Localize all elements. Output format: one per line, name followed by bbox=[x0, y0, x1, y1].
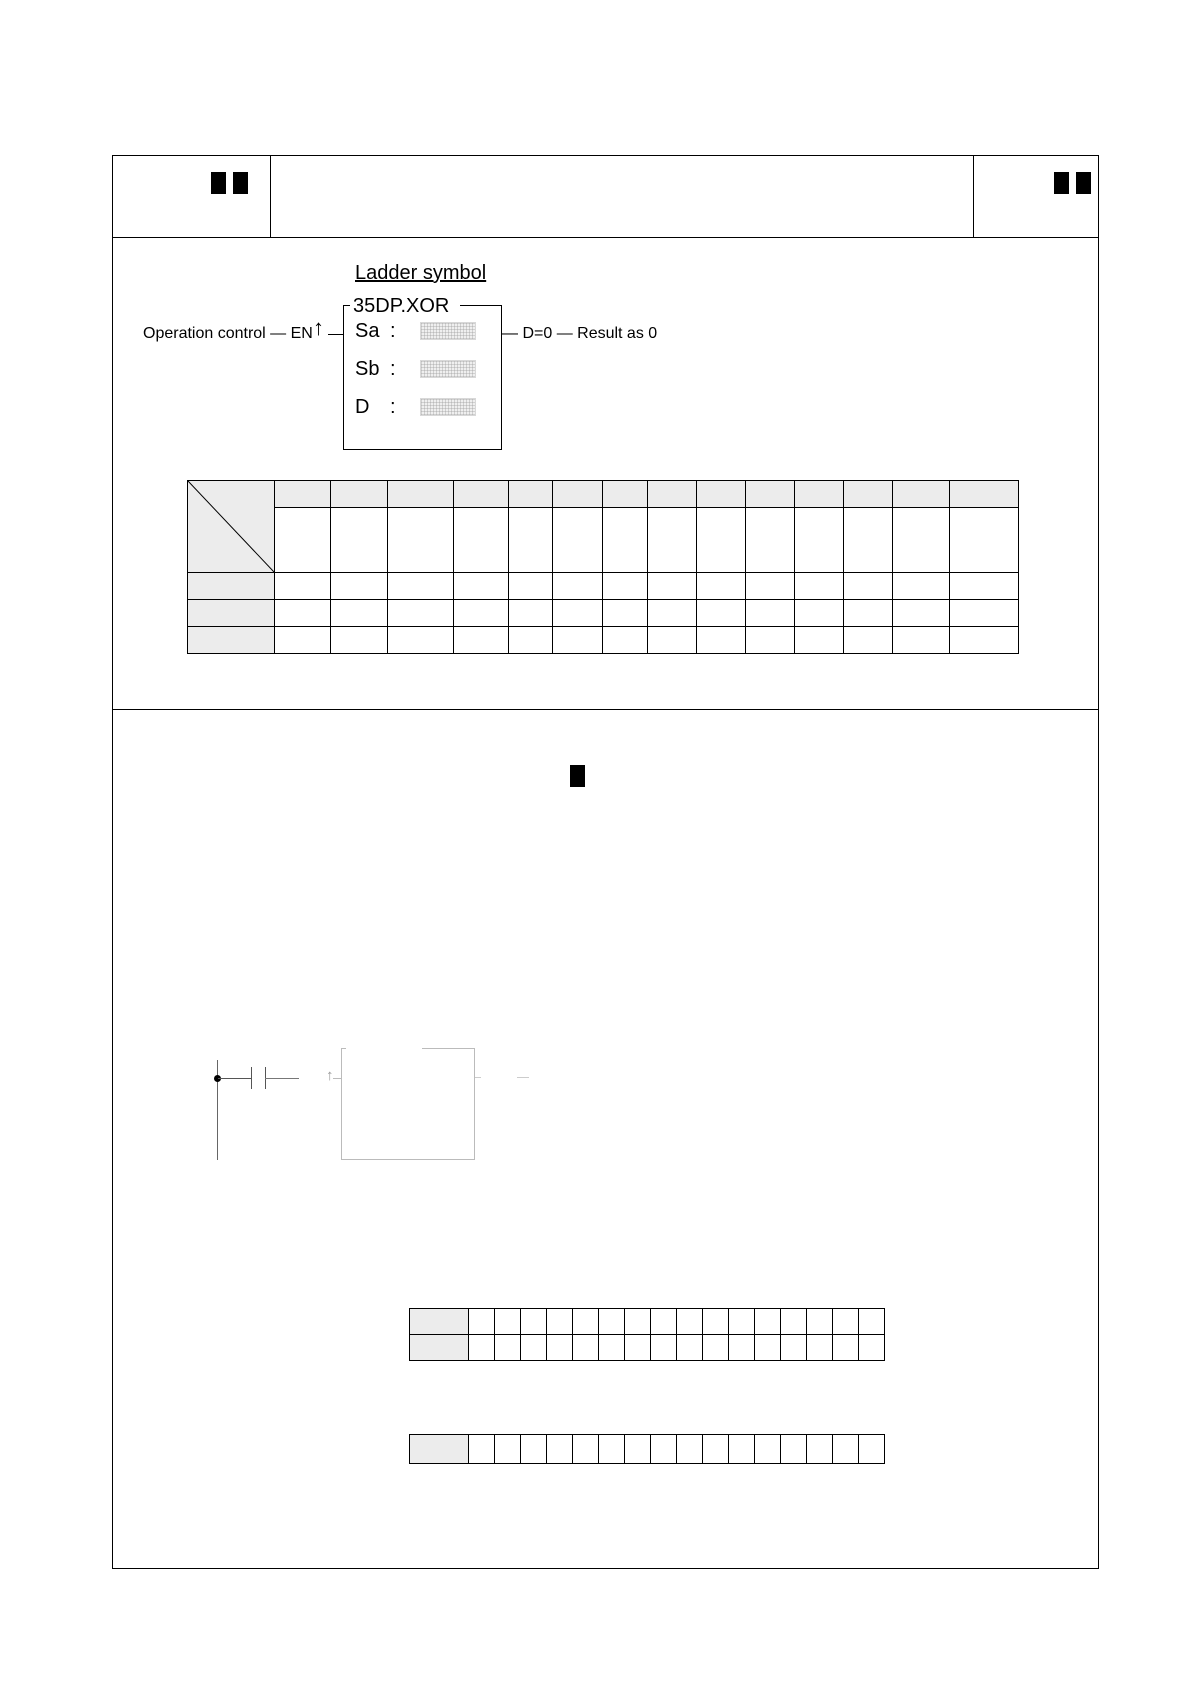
table-cell bbox=[795, 600, 844, 627]
table-cell bbox=[844, 508, 893, 573]
table-cell bbox=[275, 573, 331, 600]
example-instruction-box bbox=[341, 1048, 475, 1160]
bit-cell bbox=[859, 1435, 885, 1464]
rung-wire-2 bbox=[265, 1078, 299, 1079]
bit-cell bbox=[599, 1335, 625, 1361]
bit-cell bbox=[833, 1335, 859, 1361]
table-cell bbox=[795, 573, 844, 600]
header-marker-left-2 bbox=[233, 172, 248, 194]
table-row-label bbox=[188, 627, 275, 654]
operand-sb-sep: : bbox=[390, 358, 396, 380]
header-frame bbox=[112, 155, 1099, 238]
bit-cell bbox=[469, 1309, 495, 1335]
example-out-dash bbox=[517, 1077, 529, 1078]
bit-cell bbox=[703, 1435, 729, 1464]
bit-cell bbox=[521, 1335, 547, 1361]
operation-control-label: Operation control — EN bbox=[143, 325, 313, 342]
table-cell bbox=[795, 508, 844, 573]
table-cell bbox=[509, 573, 553, 600]
table-cell bbox=[388, 627, 454, 654]
table-cell bbox=[331, 508, 388, 573]
header-marker-left-1 bbox=[211, 172, 226, 194]
bit-row-label bbox=[410, 1435, 469, 1464]
table-cell bbox=[746, 627, 795, 654]
table-cell bbox=[697, 600, 746, 627]
table-cell bbox=[388, 573, 454, 600]
table-header-cell bbox=[795, 481, 844, 508]
table-cell bbox=[697, 627, 746, 654]
table-cell bbox=[893, 627, 950, 654]
table-cell bbox=[275, 627, 331, 654]
bit-cell bbox=[677, 1435, 703, 1464]
operand-d-sep: : bbox=[390, 396, 396, 418]
table-cell bbox=[648, 627, 697, 654]
table-cell bbox=[509, 600, 553, 627]
operand-sa-name: Sa bbox=[355, 320, 380, 342]
table-cell bbox=[553, 573, 603, 600]
table-cell bbox=[746, 600, 795, 627]
bit-cell bbox=[573, 1335, 599, 1361]
bit-cell bbox=[755, 1435, 781, 1464]
en-connector bbox=[328, 334, 343, 335]
table-cell bbox=[950, 508, 1019, 573]
header-marker-right-1 bbox=[1054, 172, 1069, 194]
bit-cell bbox=[703, 1309, 729, 1335]
table-cell bbox=[893, 508, 950, 573]
instruction-box-top-right bbox=[460, 305, 502, 306]
instruction-box-top-left bbox=[343, 305, 350, 306]
table-header-cell bbox=[746, 481, 795, 508]
operand-sb-name: Sb bbox=[355, 358, 380, 380]
bit-cell bbox=[599, 1435, 625, 1464]
table-header-cell bbox=[454, 481, 509, 508]
bit-cell bbox=[677, 1309, 703, 1335]
bit-cell bbox=[521, 1435, 547, 1464]
bit-cell bbox=[833, 1309, 859, 1335]
ladder-symbol-title: Ladder symbol bbox=[355, 262, 487, 284]
table-cell bbox=[331, 600, 388, 627]
table-header-cell bbox=[275, 481, 331, 508]
table-row-label bbox=[188, 573, 275, 600]
bit-cell bbox=[495, 1435, 521, 1464]
table-header-cell bbox=[388, 481, 454, 508]
bit-cell bbox=[573, 1309, 599, 1335]
table-cell bbox=[648, 508, 697, 573]
bit-cell bbox=[781, 1435, 807, 1464]
bit-cell bbox=[781, 1335, 807, 1361]
table-cell bbox=[275, 508, 331, 573]
instruction-name: 35DP.XOR bbox=[353, 295, 450, 317]
table-cell bbox=[697, 573, 746, 600]
bit-cell bbox=[521, 1309, 547, 1335]
bit-cell bbox=[625, 1309, 651, 1335]
table-cell bbox=[509, 627, 553, 654]
table-cell bbox=[331, 573, 388, 600]
bit-cell bbox=[469, 1435, 495, 1464]
table-cell bbox=[893, 600, 950, 627]
bit-cell bbox=[495, 1309, 521, 1335]
example-edge-arrow-icon: ↑ bbox=[326, 1067, 334, 1084]
table-cell bbox=[950, 573, 1019, 600]
bit-cell bbox=[755, 1335, 781, 1361]
bit-cell bbox=[859, 1335, 885, 1361]
table-cell bbox=[746, 573, 795, 600]
bit-cell bbox=[807, 1335, 833, 1361]
bit-cell bbox=[677, 1335, 703, 1361]
table-cell bbox=[795, 627, 844, 654]
edge-arrow-icon: ↑ bbox=[313, 315, 324, 340]
table-header-cell bbox=[509, 481, 553, 508]
table-cell bbox=[648, 600, 697, 627]
bit-cell bbox=[755, 1309, 781, 1335]
table-header-cell bbox=[844, 481, 893, 508]
bit-row-label bbox=[410, 1335, 469, 1361]
header-marker-right-2 bbox=[1076, 172, 1091, 194]
table-cell bbox=[950, 627, 1019, 654]
table-cell bbox=[697, 508, 746, 573]
bit-cell bbox=[495, 1335, 521, 1361]
table-cell bbox=[844, 627, 893, 654]
table-cell bbox=[844, 573, 893, 600]
table-cell bbox=[648, 573, 697, 600]
header-divider-right bbox=[973, 155, 974, 238]
table-cell bbox=[454, 573, 509, 600]
table-header-cell bbox=[893, 481, 950, 508]
bit-cell bbox=[547, 1335, 573, 1361]
table-cell bbox=[509, 508, 553, 573]
table-cell bbox=[746, 508, 795, 573]
table-cell bbox=[603, 508, 648, 573]
bit-row-label bbox=[410, 1309, 469, 1335]
table-header-cell bbox=[648, 481, 697, 508]
table-cell bbox=[603, 573, 648, 600]
table-cell bbox=[553, 600, 603, 627]
table-row-label bbox=[188, 600, 275, 627]
table-cell bbox=[844, 600, 893, 627]
bit-cell bbox=[703, 1335, 729, 1361]
bit-cell bbox=[833, 1435, 859, 1464]
operand-sa-field bbox=[420, 322, 476, 340]
table-header-cell bbox=[950, 481, 1019, 508]
bit-cell bbox=[729, 1435, 755, 1464]
operand-d-name: D bbox=[355, 396, 370, 418]
bit-cell bbox=[547, 1435, 573, 1464]
bit-cell bbox=[729, 1309, 755, 1335]
bit-cell bbox=[781, 1309, 807, 1335]
bit-table-sources bbox=[409, 1308, 885, 1361]
result-label: — D=0 — Result as 0 bbox=[502, 325, 658, 342]
table-cell bbox=[275, 600, 331, 627]
table-cell bbox=[388, 600, 454, 627]
header-divider-left bbox=[270, 155, 271, 238]
bit-cell bbox=[547, 1309, 573, 1335]
bit-cell bbox=[625, 1435, 651, 1464]
table-cell bbox=[454, 600, 509, 627]
table-corner-cell bbox=[188, 481, 275, 573]
table-cell bbox=[553, 508, 603, 573]
bit-cell bbox=[807, 1309, 833, 1335]
section-marker bbox=[570, 765, 585, 787]
table-header-cell bbox=[697, 481, 746, 508]
table-cell bbox=[553, 627, 603, 654]
example-box-top-right bbox=[422, 1048, 475, 1049]
table-cell bbox=[950, 600, 1019, 627]
operand-sa-sep: : bbox=[390, 320, 396, 342]
example-en-connector bbox=[333, 1078, 341, 1079]
bit-table-result bbox=[409, 1434, 885, 1464]
bit-cell bbox=[599, 1309, 625, 1335]
table-cell bbox=[454, 508, 509, 573]
table-cell bbox=[331, 627, 388, 654]
bit-cell bbox=[573, 1435, 599, 1464]
example-out-connector bbox=[475, 1077, 481, 1078]
bit-cell bbox=[469, 1335, 495, 1361]
contact-left-bar bbox=[251, 1067, 252, 1089]
table-cell bbox=[603, 600, 648, 627]
table-cell bbox=[893, 573, 950, 600]
example-box-top-left bbox=[341, 1048, 346, 1049]
table-header-cell bbox=[331, 481, 388, 508]
bit-cell bbox=[807, 1435, 833, 1464]
bit-cell bbox=[651, 1335, 677, 1361]
table-cell bbox=[603, 627, 648, 654]
table-header-cell bbox=[603, 481, 648, 508]
rung-wire-1 bbox=[218, 1078, 251, 1079]
bit-cell bbox=[651, 1435, 677, 1464]
operand-d-field bbox=[420, 398, 476, 416]
table-cell bbox=[454, 627, 509, 654]
bit-cell bbox=[625, 1335, 651, 1361]
table-corner-diagonal bbox=[188, 481, 274, 572]
bit-cell bbox=[729, 1335, 755, 1361]
table-cell bbox=[388, 508, 454, 573]
operand-sb-field bbox=[420, 360, 476, 378]
table-header-cell bbox=[553, 481, 603, 508]
bit-cell bbox=[651, 1309, 677, 1335]
bit-cell bbox=[859, 1309, 885, 1335]
operand-device-table bbox=[187, 480, 1019, 654]
